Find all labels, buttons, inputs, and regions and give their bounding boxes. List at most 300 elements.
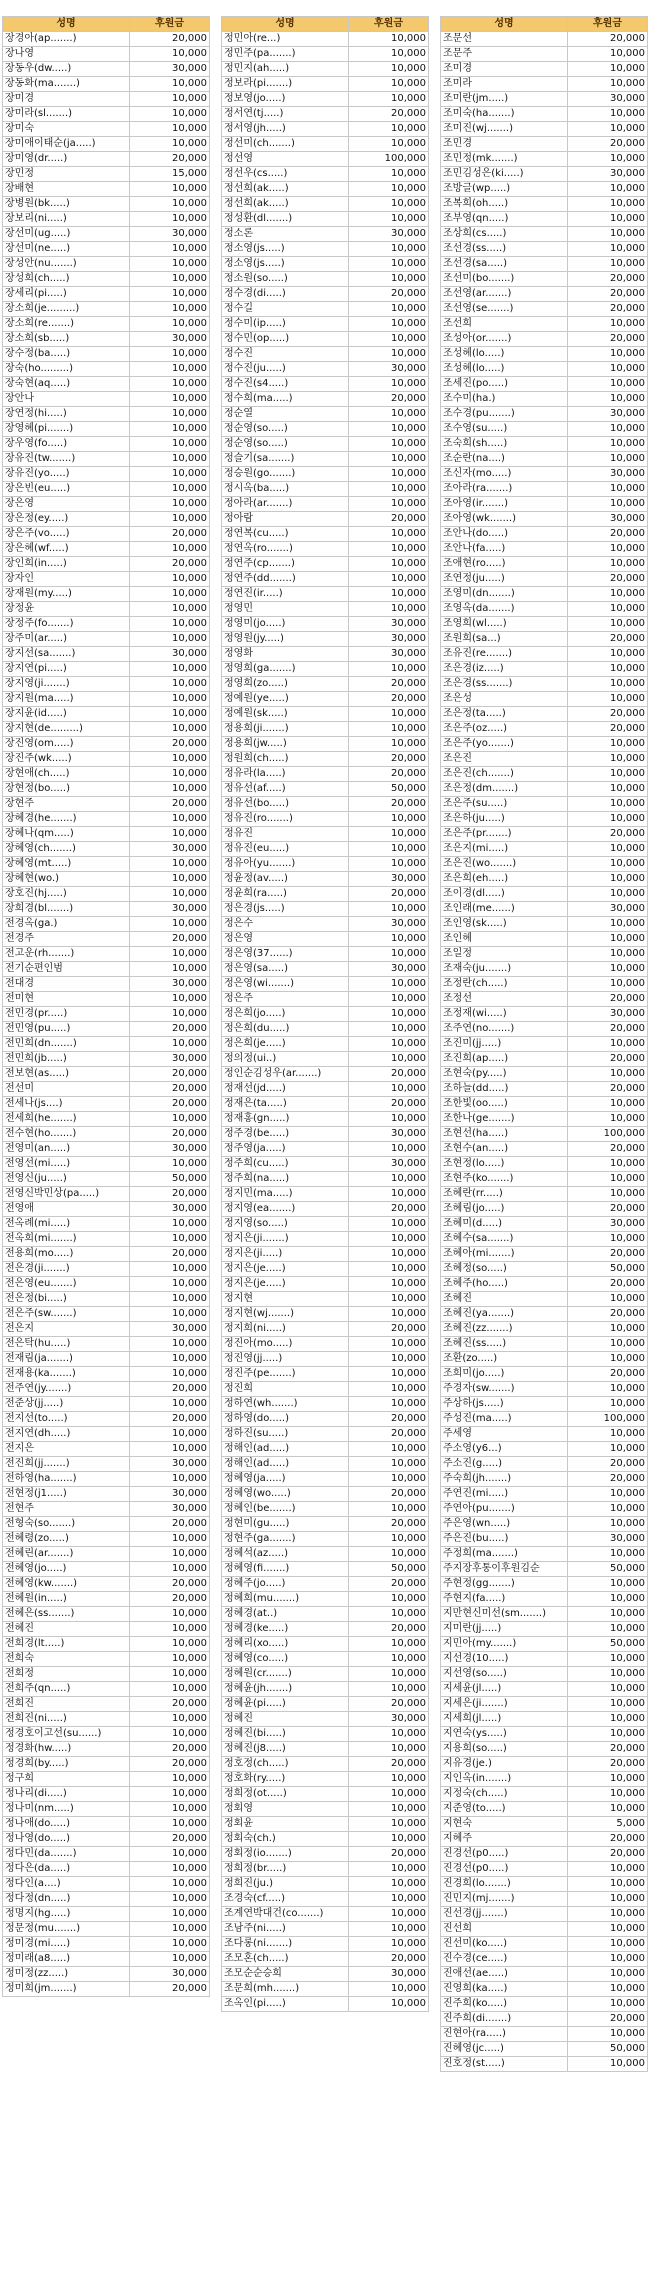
table-row (3, 452, 210, 467)
donor-name: 조다롱(ni.......) (222, 1937, 349, 1952)
donor-name: 정희정(br.....) (222, 1862, 349, 1877)
donor-name: 정혜진(j8.....) (222, 1742, 349, 1757)
table-row (3, 1367, 210, 1382)
table-row (3, 497, 210, 512)
table-row (222, 437, 429, 452)
donor-name: 전지선(to.....) (3, 1412, 130, 1427)
table-row (441, 947, 648, 962)
donor-name: 전재용(ka.......) (3, 1367, 130, 1382)
donation-amount: 10,000 (130, 302, 210, 317)
donor-name: 정지은(je.....) (222, 1262, 349, 1277)
donor-table (221, 16, 429, 2012)
donor-name: 장유진(tw.......) (3, 452, 130, 467)
table-row (441, 1472, 648, 1487)
donation-amount: 10,000 (349, 1532, 429, 1547)
donation-amount: 30,000 (568, 1532, 648, 1547)
donation-amount: 10,000 (568, 887, 648, 902)
amount-header: 후원금 (349, 17, 429, 32)
donation-amount: 10,000 (130, 812, 210, 827)
donation-amount: 10,000 (349, 1547, 429, 1562)
table-row (441, 1952, 648, 1967)
donation-amount: 30,000 (130, 227, 210, 242)
table-row (222, 1037, 429, 1052)
donor-name: 전은지 (3, 1322, 130, 1337)
donation-amount: 30,000 (568, 167, 648, 182)
donor-name: 전은주(sw.......) (3, 1307, 130, 1322)
donor-name: 정미희(jm.......) (3, 1982, 130, 1997)
donor-name: 정혜영(fi.......) (222, 1562, 349, 1577)
donation-amount: 20,000 (349, 692, 429, 707)
table-row (441, 452, 648, 467)
donor-name: 정수진(s4.....) (222, 377, 349, 392)
donor-name: 전경주 (3, 932, 130, 947)
table-row (3, 1562, 210, 1577)
table-row (222, 737, 429, 752)
table-row (3, 347, 210, 362)
donor-name: 정미정(zz.....) (3, 1967, 130, 1982)
table-row (3, 1637, 210, 1652)
table-row (3, 107, 210, 122)
donation-amount: 30,000 (130, 1142, 210, 1157)
table-row (441, 1277, 648, 1292)
donor-name: 조혜미(d.....) (441, 1217, 568, 1232)
donation-amount: 20,000 (568, 32, 648, 47)
donation-amount: 20,000 (568, 1277, 648, 1292)
donation-amount: 20,000 (130, 932, 210, 947)
table-row (222, 167, 429, 182)
donor-column-3 (440, 16, 648, 2072)
donor-name: 정혜영(ja.....) (222, 1472, 349, 1487)
donor-table (2, 16, 210, 1997)
table-row (222, 857, 429, 872)
donor-column-1 (2, 16, 210, 1997)
donor-name: 지세윤(jl.....) (441, 1682, 568, 1697)
donation-amount: 50,000 (568, 1262, 648, 1277)
donation-amount: 10,000 (568, 1097, 648, 1112)
table-row (3, 332, 210, 347)
table-row (441, 107, 648, 122)
donor-name: 조은진(ch.......) (441, 767, 568, 782)
donation-amount: 10,000 (568, 152, 648, 167)
donation-amount: 10,000 (130, 1547, 210, 1562)
donor-name: 정소영(js.....) (222, 257, 349, 272)
donation-amount: 10,000 (568, 1427, 648, 1442)
donation-amount: 10,000 (349, 1667, 429, 1682)
donor-name: 전선미 (3, 1082, 130, 1097)
donation-amount: 10,000 (130, 1802, 210, 1817)
donation-amount: 30,000 (349, 362, 429, 377)
donation-amount: 20,000 (130, 1247, 210, 1262)
donation-amount: 10,000 (130, 722, 210, 737)
table-row (441, 1967, 648, 1982)
donation-amount: 10,000 (130, 497, 210, 512)
table-row (222, 1142, 429, 1157)
donor-name: 조안나(do.....) (441, 527, 568, 542)
table-row (441, 287, 648, 302)
donor-name: 정경화(hw.....) (3, 1742, 130, 1757)
table-row (3, 122, 210, 137)
table-row (441, 1427, 648, 1442)
table-row (3, 617, 210, 632)
table-row (3, 767, 210, 782)
donation-amount: 100,000 (568, 1412, 648, 1427)
donor-name: 정윤정(av.....) (222, 872, 349, 887)
table-row (441, 1532, 648, 1547)
donor-name: 조은정(ta.....) (441, 707, 568, 722)
table-row (441, 422, 648, 437)
donor-name: 전지연(dh.....) (3, 1427, 130, 1442)
donation-amount: 10,000 (349, 1277, 429, 1292)
table-row (222, 782, 429, 797)
donor-name: 조문희(mh.......) (222, 1982, 349, 1997)
donor-name: 정보라(pi.......) (222, 77, 349, 92)
donation-amount: 10,000 (130, 377, 210, 392)
donation-amount: 10,000 (568, 1982, 648, 1997)
table-row (441, 707, 648, 722)
donation-amount: 10,000 (349, 1022, 429, 1037)
donor-name: 장병원(bk.....) (3, 197, 130, 212)
table-row (3, 632, 210, 647)
donation-amount: 10,000 (349, 527, 429, 542)
donor-name: 조인래(me......) (441, 902, 568, 917)
donor-name: 장영혜(pi.......) (3, 422, 130, 437)
table-row (3, 1397, 210, 1412)
donation-amount: 10,000 (130, 392, 210, 407)
donation-amount: 50,000 (130, 1172, 210, 1187)
table-row (3, 587, 210, 602)
table-row (3, 302, 210, 317)
donor-column-2 (221, 16, 429, 2012)
table-row (441, 1067, 648, 1082)
donation-amount: 10,000 (130, 512, 210, 527)
table-row (222, 92, 429, 107)
donation-amount: 10,000 (568, 347, 648, 362)
table-row (222, 317, 429, 332)
donation-amount: 10,000 (568, 662, 648, 677)
donor-name: 조선영(ar.......) (441, 287, 568, 302)
table-row (3, 992, 210, 1007)
donor-name: 장미경 (3, 92, 130, 107)
donation-amount: 10,000 (568, 422, 648, 437)
donor-name: 조일정 (441, 947, 568, 962)
table-row (222, 1397, 429, 1412)
donation-amount: 50,000 (568, 1562, 648, 1577)
donation-amount: 20,000 (349, 1067, 429, 1082)
donation-amount: 20,000 (568, 707, 648, 722)
table-row (441, 1412, 648, 1427)
table-row (222, 1097, 429, 1112)
donor-name: 조은진(wo.......) (441, 857, 568, 872)
donor-name: 전희진 (3, 1697, 130, 1712)
donation-amount: 10,000 (349, 1982, 429, 1997)
donor-name: 정순영(so.....) (222, 422, 349, 437)
table-row (222, 392, 429, 407)
table-row (3, 512, 210, 527)
donor-name: 정용희(ji.......) (222, 722, 349, 737)
donor-name: 정유선(bo.....) (222, 797, 349, 812)
donor-name: 전현정(j1.....) (3, 1487, 130, 1502)
donor-name: 정지은(ji.....) (222, 1247, 349, 1262)
table-row (441, 602, 648, 617)
donor-name: 장인희(in.....) (3, 557, 130, 572)
table-row (441, 62, 648, 77)
donor-name: 정영민 (222, 602, 349, 617)
donation-amount: 10,000 (568, 977, 648, 992)
donation-amount: 10,000 (568, 227, 648, 242)
donor-name: 전민영(pu.....) (3, 1022, 130, 1037)
donation-amount: 15,000 (130, 167, 210, 182)
donor-name: 정선영 (222, 152, 349, 167)
donation-amount: 10,000 (349, 1397, 429, 1412)
donation-amount: 10,000 (130, 122, 210, 137)
donor-name: 장은영 (3, 497, 130, 512)
table-row (222, 1997, 429, 2012)
table-row (222, 1832, 429, 1847)
donor-name: 정영미(jo.....) (222, 617, 349, 632)
table-row (441, 362, 648, 377)
donor-name: 주지장후통이후원김순 (441, 1562, 568, 1577)
table-row (3, 1757, 210, 1772)
table-row (441, 557, 648, 572)
donor-name: 장미영(dr.....) (3, 152, 130, 167)
table-row (222, 407, 429, 422)
donation-amount: 20,000 (130, 737, 210, 752)
table-row (441, 1757, 648, 1772)
table-row (3, 737, 210, 752)
table-row (3, 197, 210, 212)
table-row (222, 527, 429, 542)
donation-amount: 10,000 (130, 782, 210, 797)
table-row (222, 1292, 429, 1307)
donation-amount: 10,000 (130, 257, 210, 272)
donor-name: 조성아(or.......) (441, 332, 568, 347)
donor-name: 주정희(ma.......) (441, 1547, 568, 1562)
table-row (222, 1712, 429, 1727)
donor-name: 정예원(ye.....) (222, 692, 349, 707)
donor-name: 진경희(lo.......) (441, 1877, 568, 1892)
table-row (222, 1217, 429, 1232)
donation-amount: 10,000 (349, 497, 429, 512)
donor-name: 조진미(jj.....) (441, 1037, 568, 1052)
donor-name: 지현숙 (441, 1817, 568, 1832)
donation-amount: 20,000 (130, 1577, 210, 1592)
donation-amount: 20,000 (349, 1847, 429, 1862)
table-row (3, 707, 210, 722)
donor-name: 주상하(js.....) (441, 1397, 568, 1412)
donation-amount: 20,000 (349, 287, 429, 302)
table-row (441, 1622, 648, 1637)
donation-amount: 5,000 (568, 1817, 648, 1832)
table-row (3, 557, 210, 572)
donation-amount: 20,000 (349, 1202, 429, 1217)
donor-name: 전대경 (3, 977, 130, 992)
donor-name: 조선경(ss.....) (441, 242, 568, 257)
table-row (222, 347, 429, 362)
donor-name: 정주희(cu.....) (222, 1157, 349, 1172)
donation-amount: 10,000 (130, 632, 210, 647)
donor-name: 장지연(pi.....) (3, 662, 130, 677)
table-row (3, 1292, 210, 1307)
donation-amount: 10,000 (349, 1607, 429, 1622)
table-row (3, 932, 210, 947)
table-row (441, 407, 648, 422)
donation-amount: 20,000 (349, 1487, 429, 1502)
donor-name: 진혜영(jc.....) (441, 2042, 568, 2057)
table-row (441, 797, 648, 812)
table-row (3, 422, 210, 437)
table-row (222, 497, 429, 512)
donation-amount: 10,000 (130, 1727, 210, 1742)
donation-amount: 10,000 (130, 677, 210, 692)
table-row (3, 227, 210, 242)
donation-amount: 10,000 (349, 557, 429, 572)
table-row (222, 1112, 429, 1127)
donor-name: 조재숙(ju.......) (441, 962, 568, 977)
donor-name: 조현수(an.....) (441, 1142, 568, 1157)
donation-amount: 10,000 (568, 542, 648, 557)
donor-name: 정유진 (222, 827, 349, 842)
donation-amount: 10,000 (130, 182, 210, 197)
donation-amount: 20,000 (130, 1097, 210, 1112)
donation-amount: 10,000 (349, 1877, 429, 1892)
table-row (441, 1142, 648, 1157)
donation-amount: 10,000 (349, 437, 429, 452)
donation-amount: 10,000 (130, 1472, 210, 1487)
donor-name: 조선미(bo.......) (441, 272, 568, 287)
donor-name: 정유아(yu.......) (222, 857, 349, 872)
table-row (222, 1262, 429, 1277)
donation-amount: 30,000 (568, 512, 648, 527)
table-row (222, 1577, 429, 1592)
donation-amount: 10,000 (568, 1547, 648, 1562)
table-row (222, 707, 429, 722)
donor-name: 조정란(ch.....) (441, 977, 568, 992)
donation-amount: 10,000 (130, 617, 210, 632)
table-row (3, 947, 210, 962)
donation-amount: 30,000 (349, 632, 429, 647)
donor-name: 장지선(sa.......) (3, 647, 130, 662)
table-row (441, 1577, 648, 1592)
donor-name: 정희정(ot.....) (222, 1787, 349, 1802)
donor-name: 전혜진 (3, 1622, 130, 1637)
donor-name: 조은희(eh.....) (441, 872, 568, 887)
donor-name: 정수길 (222, 302, 349, 317)
donation-amount: 10,000 (568, 1067, 648, 1082)
table-row (441, 1337, 648, 1352)
donation-amount: 10,000 (568, 1592, 648, 1607)
donation-amount: 10,000 (130, 1712, 210, 1727)
donor-name: 정은경(js.....) (222, 902, 349, 917)
donation-amount: 10,000 (130, 1337, 210, 1352)
donor-name: 전희정 (3, 1667, 130, 1682)
donation-amount: 10,000 (349, 1262, 429, 1277)
table-row (441, 482, 648, 497)
donor-name: 정현미(gu.....) (222, 1517, 349, 1532)
table-row (441, 1802, 648, 1817)
table-row (222, 302, 429, 317)
donor-name: 조숙희(sh.....) (441, 437, 568, 452)
donation-amount: 10,000 (349, 1382, 429, 1397)
donation-amount: 20,000 (568, 1457, 648, 1472)
donor-name: 정나미(nm.....) (3, 1802, 130, 1817)
donation-amount: 10,000 (349, 1937, 429, 1952)
table-row (441, 1667, 648, 1682)
donor-name: 정혜진(bi.....) (222, 1727, 349, 1742)
table-row (222, 662, 429, 677)
donor-name: 조민정(mk.......) (441, 152, 568, 167)
donor-name: 전희경(lt.....) (3, 1637, 130, 1652)
table-row (441, 1442, 648, 1457)
donor-name: 조신자(mo.....) (441, 467, 568, 482)
table-row (3, 1127, 210, 1142)
donation-amount: 10,000 (349, 977, 429, 992)
donor-name: 정수미(ip.....) (222, 317, 349, 332)
table-row (222, 1697, 429, 1712)
donation-amount: 10,000 (568, 1772, 648, 1787)
donor-name: 조상희(cs.....) (441, 227, 568, 242)
donor-name: 정은주 (222, 992, 349, 1007)
donor-name: 진수경(ce.....) (441, 1952, 568, 1967)
table-row (3, 782, 210, 797)
donation-amount: 10,000 (349, 1502, 429, 1517)
donation-amount: 20,000 (568, 1082, 648, 1097)
donation-amount: 10,000 (349, 467, 429, 482)
donation-amount: 20,000 (349, 1322, 429, 1337)
donor-name: 장동화(ma.......) (3, 77, 130, 92)
donation-amount: 10,000 (568, 317, 648, 332)
donation-amount: 10,000 (568, 197, 648, 212)
donation-amount: 10,000 (349, 1817, 429, 1832)
table-row (3, 137, 210, 152)
donor-name: 지민아(my.......) (441, 1637, 568, 1652)
donor-name: 장미애이태순(ja.....) (3, 137, 130, 152)
amount-header: 후원금 (568, 17, 648, 32)
donation-amount: 10,000 (130, 1637, 210, 1652)
donation-amount: 20,000 (349, 1097, 429, 1112)
table-row (222, 1172, 429, 1187)
donation-amount: 30,000 (130, 1487, 210, 1502)
table-row (441, 77, 648, 92)
table-row (3, 1937, 210, 1952)
donation-amount: 10,000 (349, 1802, 429, 1817)
donor-name: 장지영(ji.......) (3, 677, 130, 692)
donation-amount: 20,000 (130, 32, 210, 47)
donation-amount: 10,000 (349, 932, 429, 947)
donor-name: 전경옥(ga.) (3, 917, 130, 932)
donation-amount: 10,000 (568, 182, 648, 197)
table-row (222, 1547, 429, 1562)
donation-amount: 10,000 (568, 122, 648, 137)
donation-amount: 10,000 (568, 557, 648, 572)
donor-name: 정다민(da.......) (3, 1847, 130, 1862)
donor-name: 지준영(to.....) (441, 1802, 568, 1817)
table-row (222, 722, 429, 737)
donor-name: 전은경(ji.......) (3, 1262, 130, 1277)
donor-name: 장소희(re.......) (3, 317, 130, 332)
table-row (222, 1202, 429, 1217)
donor-name: 전준상(jj.....) (3, 1397, 130, 1412)
donation-amount: 10,000 (568, 497, 648, 512)
donor-name: 정소론 (222, 227, 349, 242)
donation-amount: 30,000 (349, 917, 429, 932)
donation-amount: 10,000 (568, 1802, 648, 1817)
donation-amount: 10,000 (130, 347, 210, 362)
donor-name: 정은영(37......) (222, 947, 349, 962)
donation-amount: 10,000 (349, 1187, 429, 1202)
table-row (441, 467, 648, 482)
table-row (441, 977, 648, 992)
donation-amount: 10,000 (349, 1997, 429, 2012)
